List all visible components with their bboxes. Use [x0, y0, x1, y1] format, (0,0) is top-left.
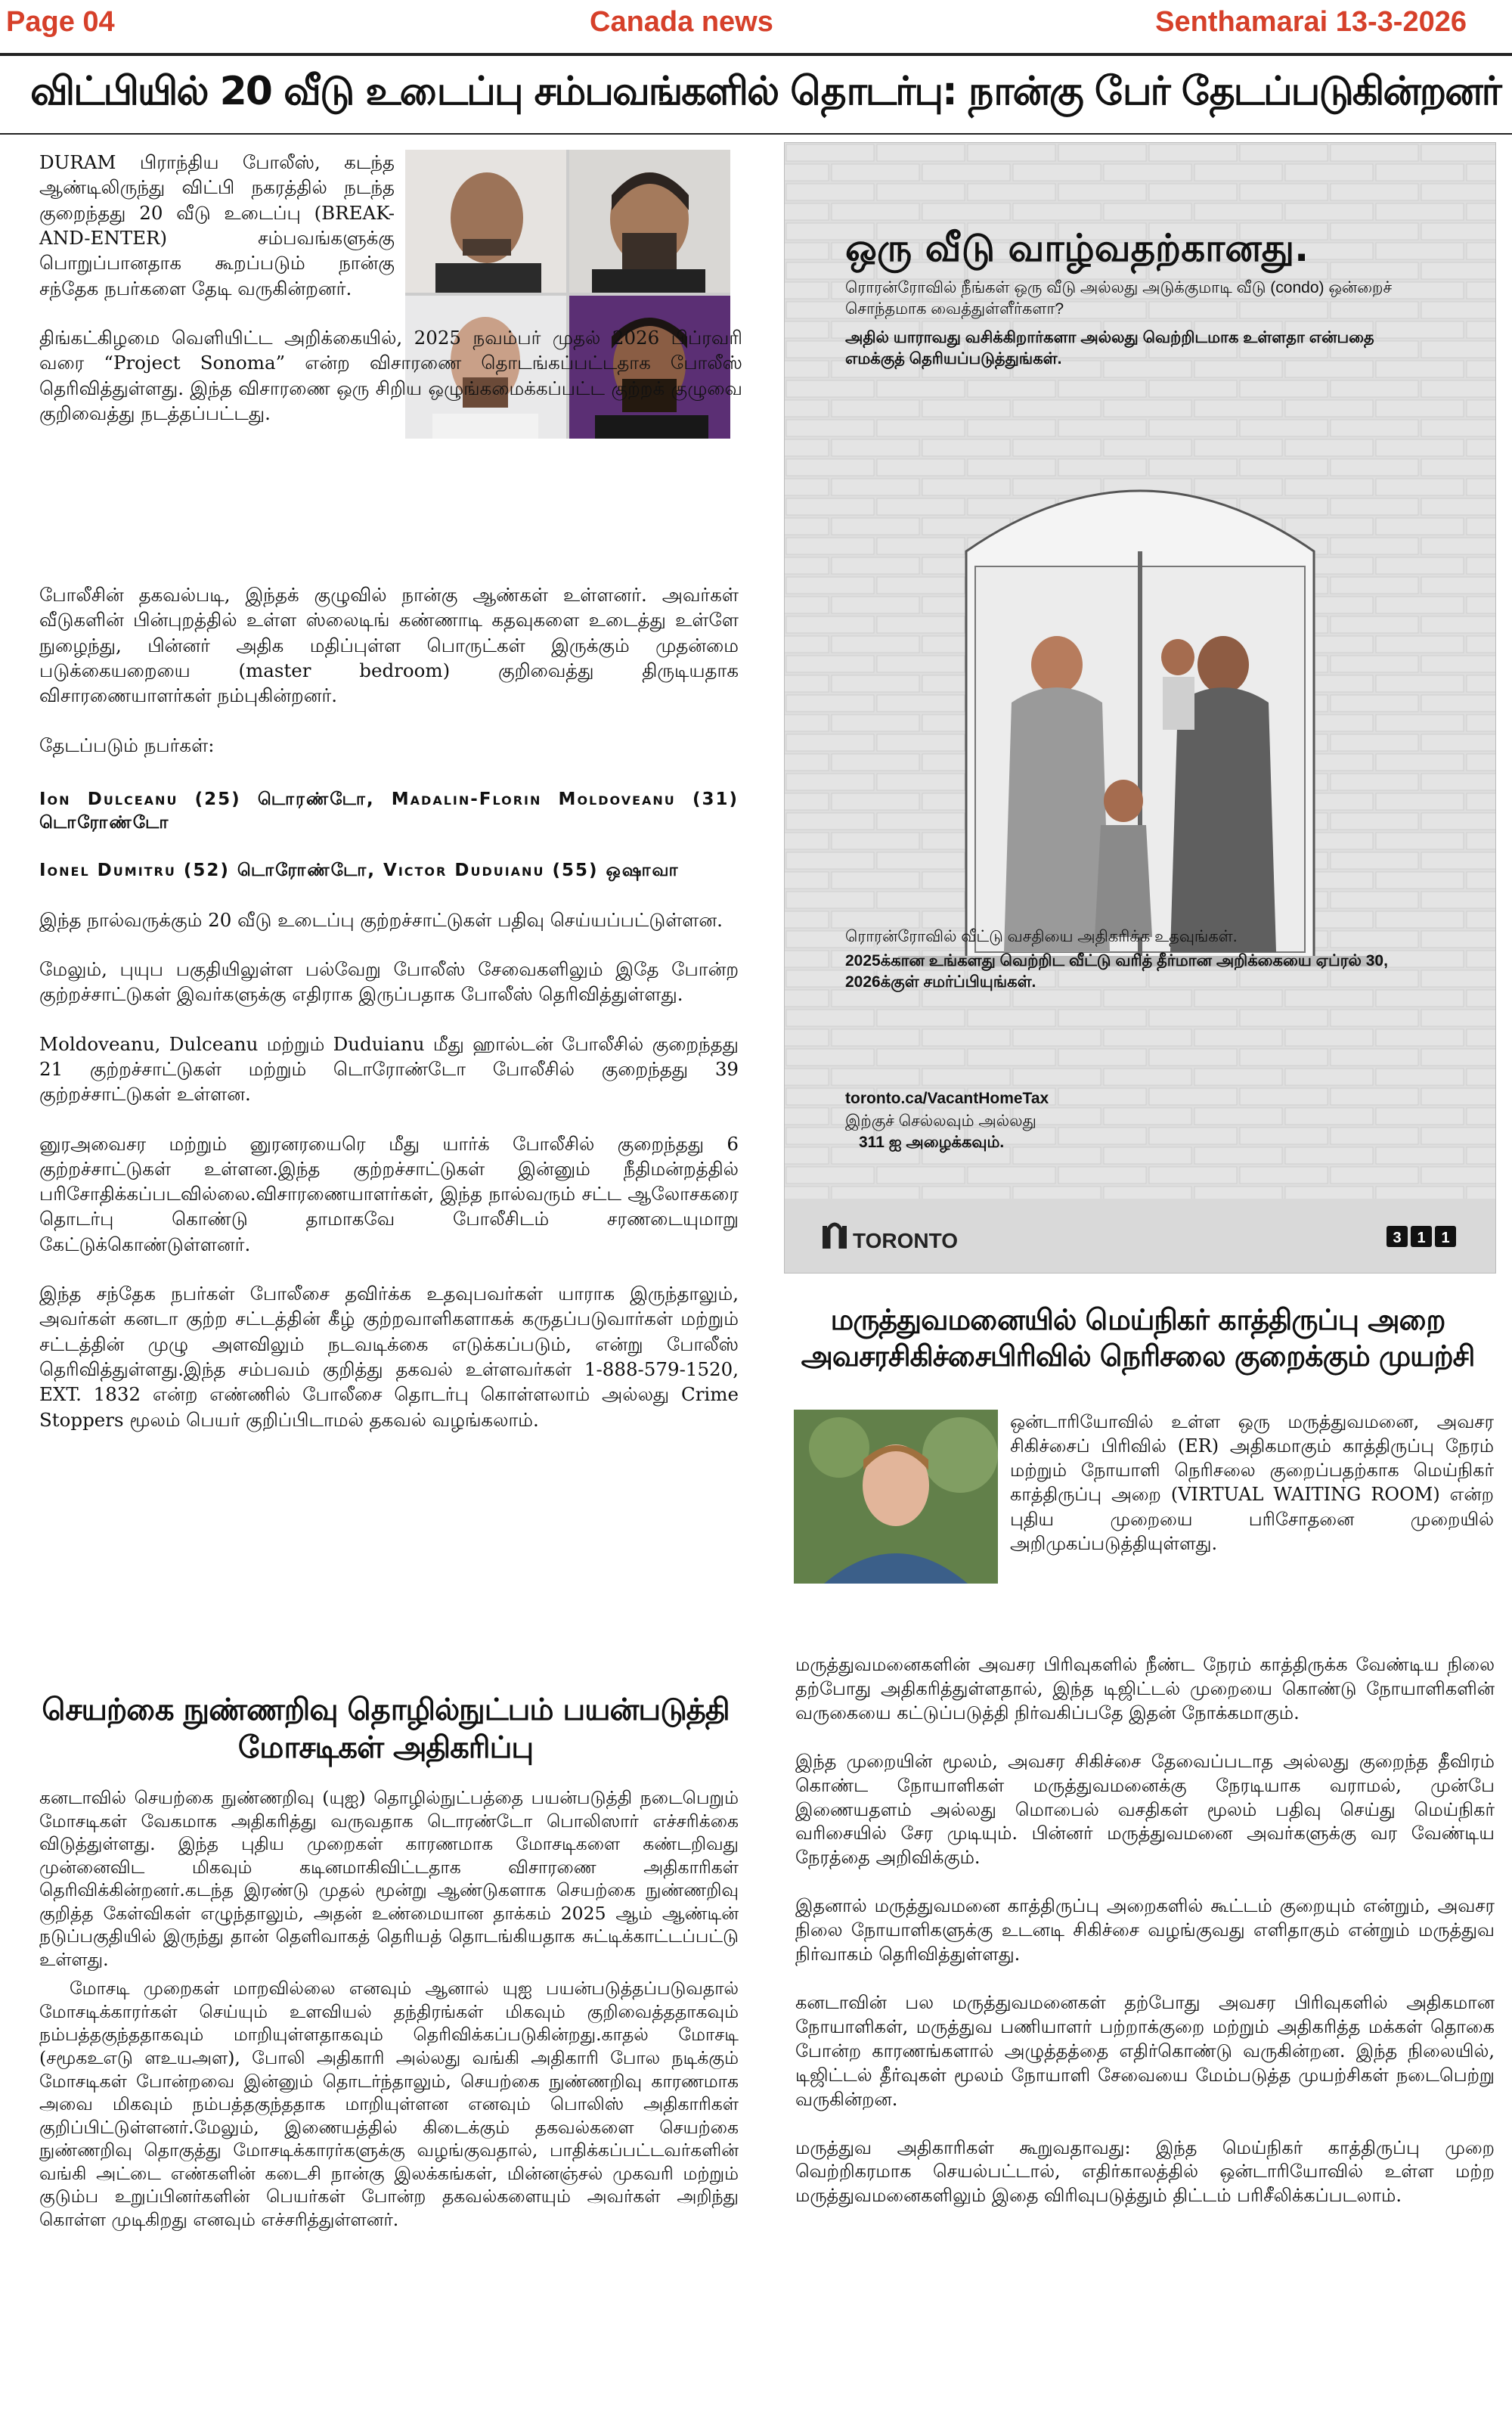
main-article-p5: மேலும், புயுப பகுதியிலுள்ள பல்வேறு போலீஸ் சேவைகளிலும் இதே போன்ற குற்றச்சாட்டுகள் இவர்களுக்கு எதிராக இருப்பதாக போலீஸ் தெரிவித்துள்ளது. [39, 957, 739, 1006]
wanted-label: தேடப்படும் நபர்கள்: [39, 734, 215, 756]
toronto-logo-text: TORONTO [853, 1229, 958, 1252]
main-article-p1: DURAM பிராந்திய போலீஸ், கடந்த ஆண்டிலிருந்து விட்பி நகரத்தில் நடந்த குறைந்தது 20 வீடு உடைப்பு (BREAK-AND-ENTER) சம்பவங்களுக்கு பொறுப்பானதாக கூறப்படும் நான்கு சந்தேக நபர்களை தேடி வருகின்றனர். [39, 151, 395, 299]
ad-line-4: 2025க்கான உங்களது வெற்றிட வீட்டு வரித் தீர்மான அறிக்கையை ஏப்ரல் 30, 2026க்குள் சமர்ப்பியுங்கள். [845, 952, 1388, 991]
suspects-list-2: Ionel Dumitru (52) டொரோண்டோ, Victor Duduianu (55) ஒஷாவா [39, 861, 680, 881]
ad-footer [785, 1199, 1495, 1273]
main-article-p2: திங்கட்கிழமை வெளியிட்ட அறிக்கையில், 2025 நவம்பர் முதல் 2026 பிப்ரவரி வரை “Project Sonoma” என்ற விசாரணை தொடங்கப்பட்டதாக போலீஸ் தெரிவித்துள்ளது. இந்த விசாரணை ஒரு சிறிய ஒழுங்கமைக்கப்பட்ட குற்றக் குழுவை குறிவைத்து நடத்தப்பட்டது. [39, 326, 742, 424]
hospital-article-p2: மருத்துவமனைகளின் அவசர பிரிவுகளில் நீண்ட நேரம் காத்திருக்க வேண்டிய நிலை தற்போது அதிகரித்துள்ளதால், இந்த டிஜிட்டல் முறையை கொண்டு நோயாளிகளின் வருகையை கட்டுப்படுத்தி நிர்வகிப்பதே இதன் நோக்கமாகும். [795, 1654, 1495, 1723]
hospital-article-headline: மருத்துவமனையில் மெய்நிகர் காத்திருப்பு அறை அவசரசிகிச்சைபிரிவில் நெரிசலை குறைக்கும் முயற்சி [801, 1303, 1475, 1373]
ai-article-p2: மோசடி முறைகள் மாறவில்லை எனவும் ஆனால் யுஐ பயன்படுத்தப்படுவதால் மோசடிக்காரர்கள் செய்யும் உளவியல் தந்திரங்கள் மிகவும் குறிவைத்ததாகவும் நம்பத்தகுந்ததாகவும் மாறியுள்ளதாகவும் தெரிவிக்கப்படுகின்றது.காதல் மோசடி (சமூகஉஎடு ளஉயஅள), போலி அதிகாரி அல்லது வங்கி அதிகாரி போல நடிக்கும் மோசடிகள் போன்றவை இன்னும் தொடர்ந்தாலும், செயற்கை நுண்ணறிவு காரணமாக அவை மிகவும் நம்பத்தகுந்ததாக மாறியுள்ளன எனவும் பொலிஸ் அதிகாரிகள் குறிப்பிட்டுள்ளனர்.மேலும், இணையத்தில் கிடைக்கும் தகவல்களை செயற்கை நுண்ணறிவு தொகுத்து மோசடிக்காரர்களுக்கு வழங்குவதால், பாதிக்கப்பட்டவர்களின் வங்கி அட்டை எண்களின் கடைசி நான்கு இலக்கங்கள், மின்னஞ்சல் முகவரி மற்றும் குடும்ப உறுப்பினர்களின் பெயர்கள் போன்ற தகவல்களையும் அவர்கள் அறிந்து கொள்ள முடிகிறது எனவும் எச்சரித்துள்ளனர். [39, 1978, 739, 2230]
hospital-article-p3: இந்த முறையின் மூலம், அவசர சிகிச்சை தேவைப்படாத அல்லது குறைந்த தீவிரம் கொண்ட நோயாளிகள் மருத்துவமனைக்கு நேரடியாக வராமல், முன்பே இணையதளம் அல்லது மொபைல் வசதிகள் மூலம் பதிவு செய்து மெய்நிகர் வரிசையில் சேர முடியும். பின்னர் மருத்துவமனை அவர்களுக்கு வர வேண்டிய நேரத்தை அறிவிக்கும். [795, 1750, 1495, 1869]
ad-url[interactable]: toronto.ca/VacantHomeTax [845, 1090, 1049, 1107]
publication-date: Senthamarai 13-3-2026 [1155, 6, 1467, 38]
main-article-p4: இந்த நால்வருக்கும் 20 வீடு உடைப்பு குற்றச்சாட்டுகள் பதிவு செய்யப்பட்டுள்ளன. [39, 908, 723, 931]
ai-article-headline: செயற்கை நுண்ணறிவு தொழில்நுட்பம் பயன்படுத்தி மோசடிகள் அதிகரிப்பு [42, 1692, 730, 1765]
hospital-article-p4: இதனால் மருத்துவமனை காத்திருப்பு அறைகளில் கூட்டம் குறையும் என்றும், அவசர நிலை நோயாளிகளுக்கு உடனடி சிகிச்சை வழங்குவது எளிதாகும் என்றும் மருத்துவ நிர்வாகம் தெரிவித்துள்ளது. [795, 1895, 1495, 1965]
ad-line-2: அதில் யாராவது வசிக்கிறார்களா அல்லது வெற்றிடமாக உள்ளதா என்பதை எமக்குத் தெரியப்படுத்துங்கள். [845, 329, 1374, 368]
doctor-photo [794, 1410, 998, 1584]
ai-article-p1: கனடாவில் செயற்கை நுண்ணறிவு (யுஐ) தொழில்நுட்பத்தை பயன்படுத்தி நடைபெறும் மோசடிகள் வேகமாக அதிகரித்து வருவதாக டொரண்டோ பொலிஸார் எச்சரிக்கை விடுத்துள்ளது. இந்த புதிய முறைகள் காரணமாக மோசடிகளை கண்டறிவது முன்னைவிட மிகவும் கடினமாகிவிட்டதாக விசாரணை அதிகாரிகள் தெரிவிக்கின்றனர்.கடந்த இரண்டு முதல் மூன்று ஆண்டுகளாக செயற்கை நுண்ணறிவு குறித்த கேள்விகள் எழுந்தாலும், அதன் உண்மையான தாக்கம் 2025 ஆம் ஆண்டின் நடுப்பகுதியில் இருந்து தான் தெளிவாகத் தெரியத் தொடங்கியதாக சுட்டிக்காட்டப்பட்டு உள்ளது. [39, 1787, 739, 1970]
suspect-photo-1 [405, 150, 566, 293]
hospital-article-p5: கனடாவின் பல மருத்துவமனைகள் தற்போது அவசர பிரிவுகளில் அதிகமான நோயாளிகள், மருத்துவ பணியாளர் பற்றாக்குறை மற்றும் அதிகரித்த மக்கள் தொகை போன்ற காரணங்களால் அழுத்தத்தை எதிர்கொண்டு வருகின்றன. இந்த நிலையில், டிஜிட்டல் தீர்வுகள் மூலம் நோயாளி சேவையை மேம்படுத்த முயற்சிகள் நடைபெற்று வருகின்றன. [795, 1991, 1495, 2110]
section-name: Canada news [590, 6, 773, 38]
311-badge [1387, 1226, 1456, 1247]
vacant-home-tax-advertisement[interactable] [784, 142, 1496, 1274]
ad-line-1: ரொரன்ரோவில் நீங்கள் ஒரு வீடு அல்லது அடுக்குமாடி வீடு (condo) ஒன்றைச் சொந்தமாக வைத்துள்ளீர்களா? [845, 279, 1393, 318]
main-article-p8: இந்த சந்தேக நபர்கள் போலீசை தவிர்க்க உதவுபவர்கள் யாராக இருந்தாலும், அவர்கள் கனடா குற்ற சட்டத்தின் கீழ் குற்றவாளிகளாகக் கருதப்படுவார்கள் மற்றும் சட்டத்தின் முழு அளவிலும் நடவடிக்கை எடுக்கப்படும், என்று போலீஸ் தெரிவித்துள்ளது.இந்த சம்பவம் குறித்து தகவல் உள்ளவர்கள் 1-888-579-1520, EXT. 1832 என்ற எண்ணில் போலீசை தொடர்பு கொள்ளலாம் அல்லது Crime Stoppers மூலம் பெயர் குறிப்பிடாமல் தகவல் வழங்கலாம். [39, 1283, 739, 1431]
main-article-p3: போலீசின் தகவல்படி, இந்தக் குழுவில் நான்கு ஆண்கள் உள்ளனர். அவர்கள் வீடுகளின் பின்புறத்தில் உள்ள ஸ்லைடிங் கண்ணாடி கதவுகளை உடைத்து உள்ளே நுழைந்து, பின்னர் அதிக மதிப்புள்ள பொருட்கள் இருக்கும் முதன்மை படுக்கையறையை (master bedroom) குறிவைத்து திருடியதாக விசாரணையாளர்கள் நம்புகின்றனர். [39, 584, 739, 707]
badge-digit-1: 3 [1393, 1230, 1402, 1246]
suspects-list-1: Ion Dulceanu (25) டொரண்டோ, Madalin-Florin Moldoveanu (31) டொரோண்டோ [39, 789, 739, 833]
header-rule [0, 53, 1512, 56]
page-number: Page 04 [6, 6, 115, 38]
page-header [0, 0, 1512, 54]
suspect-photo-2 [569, 150, 730, 293]
badge-digit-2: 1 [1417, 1230, 1426, 1246]
hospital-article-intro [1010, 1410, 1494, 1580]
hospital-article-p1: ஒன்டாரியோவில் உள்ள ஒரு மருத்துவமனை, அவசர சிகிச்சைப் பிரிவில் (ER) அதிகமாகும் காத்திருப்பு நேரம் மற்றும் நோயாளி நெரிசலை குறைப்பதற்காக மெய்நிகர் காத்திருப்பு அறை (VIRTUAL WAITING ROOM) என்ற புதிய முறையை பரிசோதனை முறையில் அறிமுகப்படுத்தியுள்ளது. [1010, 1411, 1494, 1554]
main-headline: விட்பியில் 20 வீடு உடைப்பு சம்பவங்களில் தொடர்பு: நான்கு பேர் தேடப்படுகின்றனர் [30, 69, 1501, 114]
main-article-p6: Moldoveanu, Dulceanu மற்றும் Duduianu மீது ஹால்டன் போலீசில் குறைந்தது 21 குற்றச்சாட்டுகள் மற்றும் டொரோண்டோ போலீசில் குறைந்தது 39 குற்றச்சாட்டுகள் உள்ளன. [39, 1032, 739, 1106]
hospital-article-body [795, 1653, 1495, 2232]
ad-line-3: ரொரன்ரோவில் வீட்டு வசதியை அதிகரிக்க உதவுங்கள். [845, 928, 1238, 945]
ad-line-5: இற்குச் செல்லவும் அல்லது [845, 1112, 1036, 1130]
ad-line-6: 311 ஐ அழைக்கவும். [859, 1134, 1005, 1151]
headline-rule [0, 133, 1512, 135]
main-article-p7: னுரஅவைசர மற்றும் னுரனரயைரெ மீது யார்க் போலீசில் குறைந்தது 6 குற்றச்சாட்டுகள் உள்ளன.இந்த குற்றச்சாட்டுகள் இன்னும் நீதிமன்றத்தில் பரிசோதிக்கப்படவில்லை.விசாரணையாளர்கள், இந்த நால்வரும் சட்ட ஆலோசகரை தொடர்பு கொண்டு தாமாகவே போலீசிடம் சரணடையுமாறு கேட்டுக்கொண்டுள்ளனர். [39, 1132, 739, 1255]
badge-digit-3: 1 [1441, 1230, 1450, 1246]
ai-article-body [39, 1786, 739, 2255]
hospital-article-p6: மருத்துவ அதிகாரிகள் கூறுவதாவது: இந்த மெய்நிகர் காத்திருப்பு முறை வெற்றிகரமாக செயல்பட்டால், எதிர்காலத்தில் ஒன்டாரியோவில் உள்ள மற்ற மருத்துவமனைகளிலும் இதை விரிவுபடுத்தும் திட்டம் பரிசீலிக்கப்படலாம். [795, 2136, 1495, 2207]
main-article-body [39, 582, 739, 1457]
ad-heading: ஒரு வீடு வாழ்வதற்கானது. [845, 226, 1309, 270]
main-article-intro [39, 150, 742, 450]
